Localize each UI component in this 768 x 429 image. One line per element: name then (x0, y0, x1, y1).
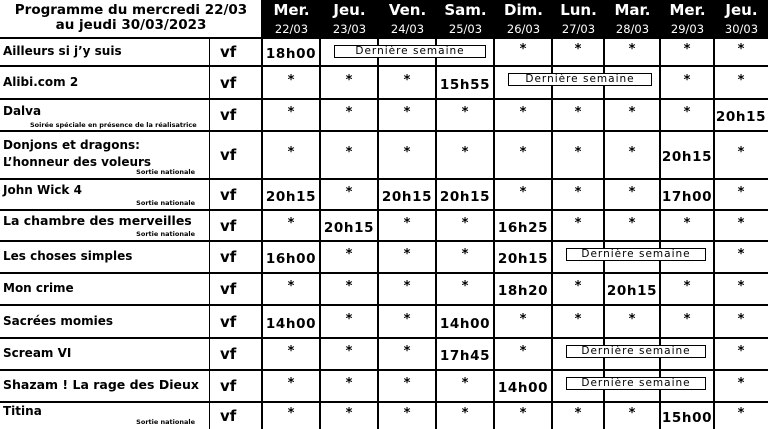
day-header (437, 0, 494, 38)
no-show-star: * (737, 405, 745, 421)
day-column-divider (659, 0, 661, 429)
title-line-1: Programme du mercredi 22/03 (14, 2, 248, 18)
movie-title: Les choses simples (3, 249, 133, 263)
last-week-banner: Dernière semaine (566, 248, 706, 261)
day-name: Mer. (273, 1, 310, 19)
day-date: 22/03 (274, 22, 309, 36)
no-show-star: * (519, 405, 527, 421)
showtime: 20h15 (606, 283, 658, 299)
movie-note: Sortie nationale (136, 418, 195, 426)
showtime: 14h00 (265, 315, 317, 332)
no-show-star: * (628, 405, 636, 421)
day-name: Jeu. (333, 1, 366, 19)
day-name: Dim. (504, 1, 543, 19)
row-divider (0, 401, 768, 403)
no-show-star: * (737, 184, 745, 200)
day-header (495, 0, 552, 38)
movie-title: Scream VI (3, 346, 72, 360)
showtime: 14h00 (497, 380, 549, 396)
no-show-star: * (287, 72, 295, 88)
no-show-star: * (461, 247, 469, 262)
no-show-star: * (737, 344, 745, 359)
no-show-star: * (628, 42, 636, 57)
day-name: Mar. (614, 1, 651, 19)
day-column-divider (493, 0, 495, 429)
schedule-title (0, 0, 262, 38)
no-show-star: * (737, 215, 745, 231)
no-show-star: * (737, 145, 745, 160)
no-show-star: * (345, 405, 353, 421)
no-show-star: * (461, 215, 469, 231)
day-name: Mer. (669, 1, 706, 19)
day-header (553, 0, 604, 38)
showtime: 16h00 (265, 251, 317, 267)
no-show-star: * (683, 105, 691, 120)
day-date: 25/03 (448, 22, 483, 36)
no-show-star: * (403, 215, 411, 231)
day-column-divider (551, 0, 553, 429)
day-column-divider (377, 0, 379, 429)
no-show-star: * (345, 247, 353, 262)
day-column-divider (435, 0, 437, 429)
last-week-banner: Dernière semaine (566, 345, 706, 358)
no-show-star: * (461, 376, 469, 391)
no-show-star: * (345, 376, 353, 391)
day-column-divider (713, 0, 715, 429)
no-show-star: * (345, 279, 353, 294)
movie-note: Soirée spéciale en présence de la réalisatrice (30, 121, 197, 129)
no-show-star: * (345, 311, 353, 327)
no-show-star: * (574, 215, 582, 231)
movie-title: Sacrées momies (3, 313, 114, 328)
row-divider (0, 369, 768, 371)
day-header (605, 0, 660, 38)
showtime: 20h15 (323, 219, 375, 236)
no-show-star: * (345, 145, 353, 160)
no-show-star: * (403, 105, 411, 120)
day-date: 29/03 (670, 22, 705, 36)
day-date: 23/03 (332, 22, 367, 36)
day-date: 26/03 (506, 22, 541, 36)
no-show-star: * (403, 145, 411, 160)
version-label: vf (220, 146, 237, 164)
day-date: 27/03 (561, 22, 596, 36)
no-show-star: * (287, 279, 295, 294)
no-show-star: * (574, 311, 582, 327)
showtime: 14h00 (439, 315, 491, 332)
version-label: vf (220, 106, 237, 124)
no-show-star: * (461, 405, 469, 421)
no-show-star: * (287, 376, 295, 391)
movie-title: Dalva (3, 103, 42, 118)
no-show-star: * (519, 42, 527, 57)
no-show-star: * (403, 405, 411, 421)
showtime: 18h20 (497, 283, 549, 299)
version-label: vf (220, 345, 237, 363)
no-show-star: * (403, 72, 411, 88)
no-show-star: * (683, 279, 691, 294)
title-line-2: au jeudi 30/03/2023 (55, 17, 207, 33)
showtime: 20h15 (439, 188, 491, 205)
no-show-star: * (574, 145, 582, 160)
no-show-star: * (574, 184, 582, 200)
no-show-star: * (461, 279, 469, 294)
no-show-star: * (287, 145, 295, 160)
no-show-star: * (628, 184, 636, 200)
movie-note: Sortie nationale (136, 168, 195, 176)
day-name: Ven. (388, 1, 427, 19)
day-name: Sam. (444, 1, 487, 19)
movie-note: Sortie nationale (136, 199, 195, 207)
no-show-star: * (287, 405, 295, 421)
no-show-star: * (737, 311, 745, 327)
movie-title: Alibi.com 2 (3, 74, 79, 89)
no-show-star: * (287, 215, 295, 231)
last-week-banner: Dernière semaine (334, 45, 486, 58)
showtime: 15h55 (439, 76, 491, 93)
no-show-star: * (574, 279, 582, 294)
movie-title: Donjons et dragons: (3, 138, 140, 152)
no-show-star: * (345, 184, 353, 200)
day-date: 30/03 (724, 22, 759, 36)
no-show-star: * (737, 42, 745, 57)
no-show-star: * (683, 42, 691, 57)
showtime: 17h45 (439, 348, 491, 364)
no-show-star: * (574, 105, 582, 120)
showtime: 20h15 (497, 251, 549, 267)
no-show-star: * (403, 279, 411, 294)
row-divider (0, 98, 768, 100)
no-show-star: * (403, 344, 411, 359)
showtime: 20h15 (661, 149, 713, 165)
day-header (263, 0, 320, 38)
no-show-star: * (519, 311, 527, 327)
day-column-divider (319, 0, 321, 429)
day-header (379, 0, 436, 38)
movie-title: L’honneur des voleurs (3, 155, 152, 169)
day-date: 28/03 (615, 22, 650, 36)
showtime: 16h25 (497, 219, 549, 236)
day-header (321, 0, 378, 38)
version-label: vf (220, 185, 237, 204)
no-show-star: * (403, 311, 411, 327)
row-divider (0, 178, 768, 180)
movie-note: Sortie nationale (136, 230, 195, 238)
no-show-star: * (737, 376, 745, 391)
no-show-star: * (519, 184, 527, 200)
day-name: Lun. (560, 1, 597, 19)
no-show-star: * (737, 279, 745, 294)
movie-title: Mon crime (3, 281, 74, 295)
no-show-star: * (737, 247, 745, 262)
no-show-star: * (519, 105, 527, 120)
no-show-star: * (345, 72, 353, 88)
version-label: vf (220, 280, 237, 298)
no-show-star: * (403, 247, 411, 262)
row-divider (0, 209, 768, 211)
no-show-star: * (519, 344, 527, 359)
day-column-divider (603, 0, 605, 429)
day-header (661, 0, 714, 38)
row-divider (0, 337, 768, 339)
movie-title: John Wick 4 (3, 183, 82, 197)
showtime: 15h00 (661, 409, 713, 426)
no-show-star: * (519, 145, 527, 160)
showtime: 17h00 (661, 188, 713, 205)
vf-column-divider (209, 38, 210, 429)
showtime: 20h15 (715, 109, 767, 125)
showtime: 20h15 (265, 188, 317, 205)
no-show-star: * (628, 311, 636, 327)
version-label: vf (220, 406, 237, 425)
no-show-star: * (287, 344, 295, 359)
no-show-star: * (461, 145, 469, 160)
version-label: vf (220, 248, 237, 266)
no-show-star: * (461, 105, 469, 120)
no-show-star: * (628, 215, 636, 231)
row-divider (0, 304, 768, 306)
row-divider (0, 65, 768, 67)
row-divider (0, 272, 768, 274)
no-show-star: * (574, 405, 582, 421)
showtime: 18h00 (265, 46, 317, 62)
no-show-star: * (574, 42, 582, 57)
version-label: vf (220, 377, 237, 395)
showtime: 20h15 (381, 188, 433, 205)
no-show-star: * (287, 105, 295, 120)
movie-title: Shazam ! La rage des Dieux (3, 377, 199, 392)
row-divider (0, 240, 768, 242)
no-show-star: * (345, 105, 353, 120)
no-show-star: * (345, 344, 353, 359)
movie-title: Ailleurs si j’y suis (3, 44, 122, 58)
day-name: Jeu. (725, 1, 758, 19)
row-divider (0, 130, 768, 132)
no-show-star: * (683, 215, 691, 231)
version-label: vf (220, 73, 237, 92)
no-show-star: * (628, 105, 636, 120)
version-label: vf (220, 312, 237, 331)
day-header (715, 0, 768, 38)
no-show-star: * (737, 72, 745, 88)
movie-title: Titina (3, 404, 42, 418)
no-show-star: * (683, 72, 691, 88)
no-show-star: * (403, 376, 411, 391)
last-week-banner: Dernière semaine (566, 377, 706, 390)
version-label: vf (220, 43, 237, 61)
day-column-divider (261, 0, 263, 429)
no-show-star: * (628, 145, 636, 160)
movie-title: La chambre des merveilles (3, 213, 192, 228)
version-label: vf (220, 216, 237, 235)
last-week-banner: Dernière semaine (508, 73, 652, 86)
no-show-star: * (683, 311, 691, 327)
day-date: 24/03 (390, 22, 425, 36)
